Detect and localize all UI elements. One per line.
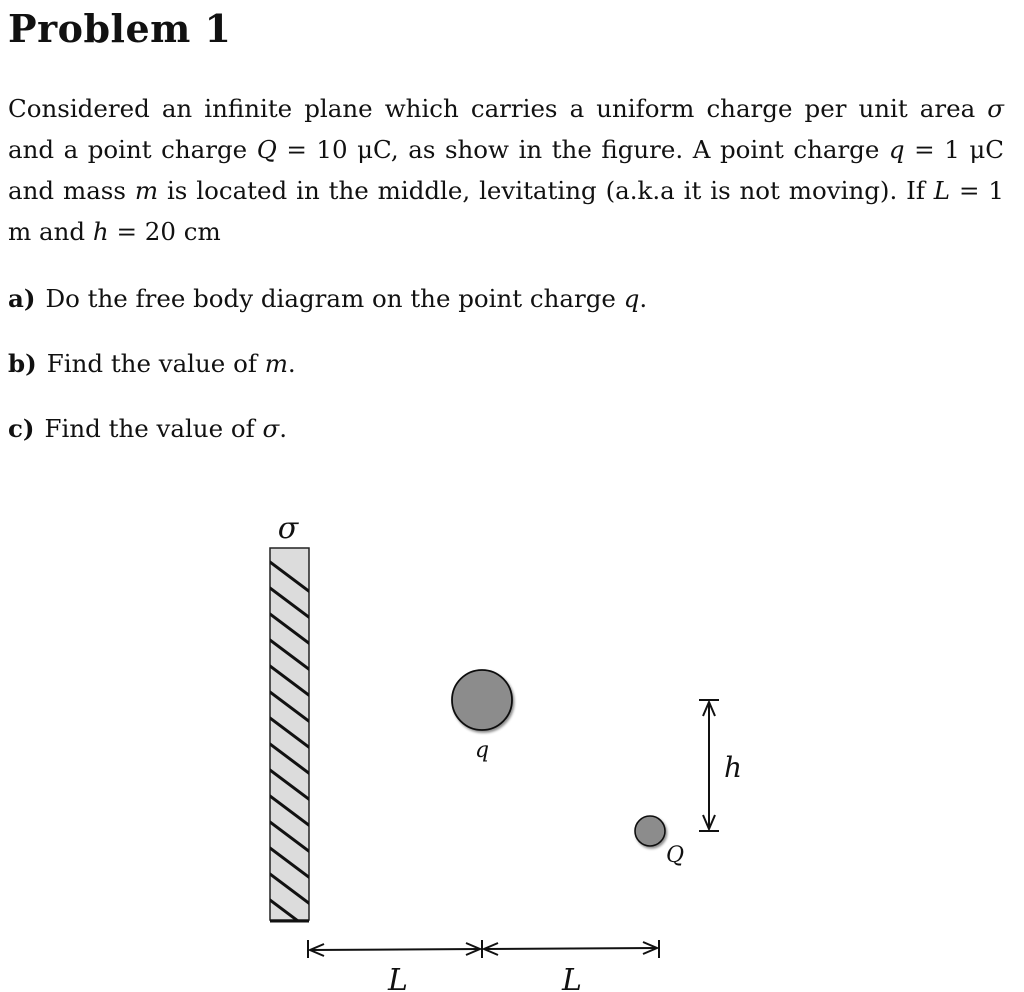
height-dimension [699,700,719,831]
charge-q [452,670,512,730]
height-h-label: h [723,751,743,784]
charge-Q-label: Q [665,843,685,868]
question-b: b) Find the value of m. [8,349,296,378]
plane-sigma-label: σ [277,511,299,546]
charge-q-label: q [474,738,490,763]
distance-L-right-label: L [562,963,582,992]
distance-L-left-label: L [388,963,408,992]
problem-title: Problem 1 [8,6,232,51]
question-c: c) Find the value of σ. [8,414,287,443]
question-c-label: c) [8,414,35,443]
problem-statement: Considered an infinite plane which carries a uniform charge per unit area σ and a point charge Q = 10 μC, as show in the figure. A point charge q = 1 μC and mass m is located in the middle, levitating (a.k.a it is not moving). If L = 1 m and h = 20 cm [8,94,1004,246]
question-a: a) Do the free body diagram on the point charge q. [8,284,648,313]
question-a-label: a) [8,284,36,313]
charged-plane [262,548,318,936]
charge-Q [635,816,665,846]
question-b-label: b) [8,349,37,378]
distance-dimension [308,940,659,958]
